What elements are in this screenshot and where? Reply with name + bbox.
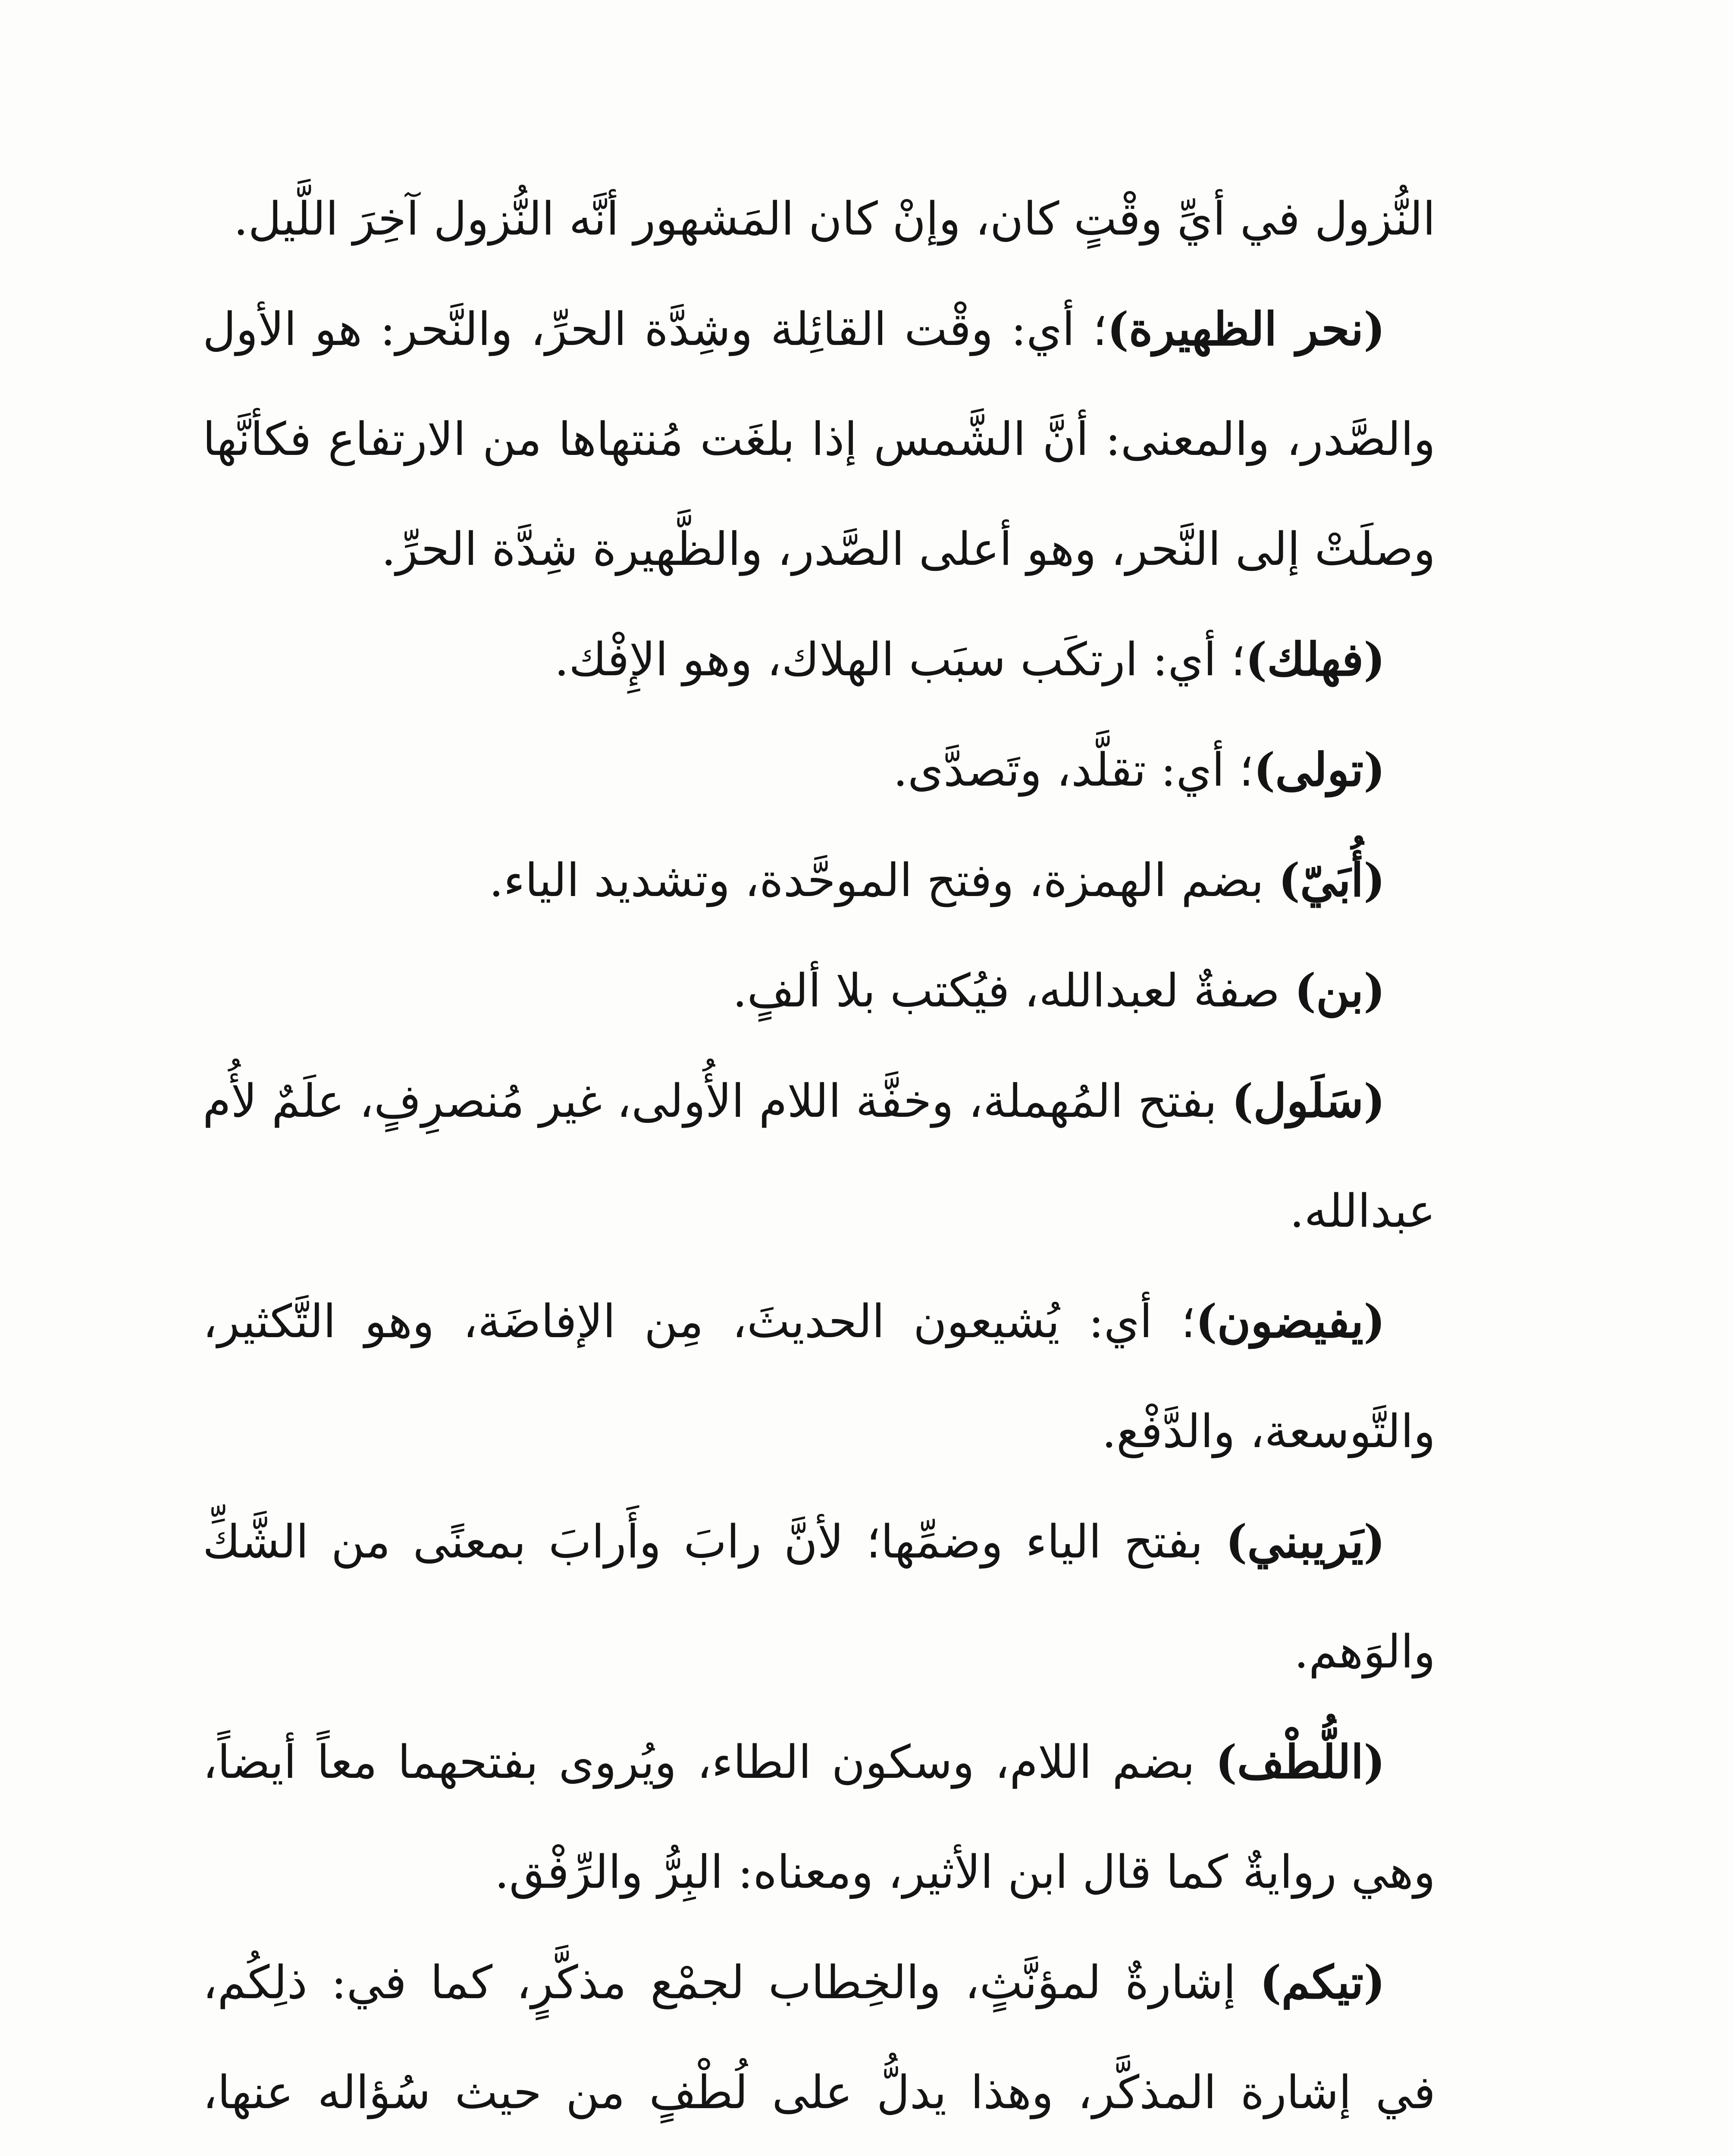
paragraph-body: النُّزول في أيِّ وقْتٍ كان، وإنْ كان المَشهور أنَّه النُّزول آخِرَ اللَّيل. <box>233 192 1435 245</box>
paragraph-salul <box>203 1046 1435 1266</box>
paragraph-body: ؛ أي: ارتكَب سبَب الهلاك، وهو الإِفْك. <box>554 633 1246 686</box>
paragraph-ibn <box>203 935 1435 1046</box>
paragraph-tawalla <box>203 714 1435 825</box>
paragraph-body: إشارةٌ لمؤنَّثٍ، والخِطاب لجمْع مذكَّرٍ، كما في: ذلِكُم، في إشارة المذكَّر، وهذا يدلُّ على لُطْفٍ من حيث سُؤاله عنها، <box>203 1956 1435 2119</box>
paragraph-body: بفتح الياء وضمِّها؛ لأنَّ رابَ وأَرابَ بمعنًى من الشَّكِّ والوَهم. <box>203 1515 1435 1678</box>
paragraph-body: ؛ أي: وقْت القائِلة وشِدَّة الحرِّ، والنَّحر: هو الأول والصَّدر، والمعنى: أنَّ الشَّمس إذا بلغَت مُنتهاها من الارتفاع فكأنَّها وصلَتْ إلى النَّحر، وهو أعلى الصَّدر، والظَّهيرة شِدَّة الحرِّ. <box>203 303 1435 576</box>
paragraph-body: بفتح المُهملة، وخفَّة اللام الأُولى، غير مُنصرِفٍ، علَمٌ لأُم عبدالله. <box>203 1075 1435 1238</box>
glossary-term: (تيكم) <box>1260 1955 1385 2009</box>
paragraph-body: صفةٌ لعبدالله، فيُكتب بلا ألفٍ. <box>732 964 1294 1017</box>
paragraph-body: بضم الهمزة، وفتح الموحَّدة، وتشديد الياء. <box>489 854 1279 907</box>
glossary-term: (سَلَول) <box>1232 1074 1385 1128</box>
paragraph-ubayy <box>203 825 1435 935</box>
paragraph-yufidun <box>203 1266 1435 1486</box>
paragraph-nahr-al-dhahira <box>203 274 1435 604</box>
paragraph-body: ؛ أي: يُشيعون الحديثَ، مِن الإفاضَة، وهو التَّكثير، والتَّوسعة، والدَّفْع. <box>203 1295 1435 1458</box>
glossary-term: (بن) <box>1294 963 1385 1017</box>
paragraph-fahalaka <box>203 604 1435 714</box>
paragraph-body: بضم اللام، وسكون الطاء، ويُروى بفتحهما معاً أيضاً، وهي روايةٌ كما قال ابن الأثير، ومعناه: البِرُّ والرِّفْق. <box>203 1736 1435 1899</box>
glossary-term: (يفيضون) <box>1195 1294 1385 1348</box>
glossary-term: (اللُّطْف) <box>1215 1735 1385 1789</box>
glossary-term: (أُبَيّ) <box>1278 853 1385 907</box>
paragraph-tikum <box>203 1927 1435 2156</box>
paragraph-al-lutf <box>203 1707 1435 1927</box>
glossary-term: (نحر الظهيرة) <box>1107 302 1385 356</box>
glossary-term: (فهلك) <box>1245 632 1385 686</box>
page-body-text <box>203 164 1435 2156</box>
paragraph-body: ؛ أي: تقلَّد، وتَصدَّى. <box>893 743 1254 796</box>
glossary-term: (تولى) <box>1254 743 1385 796</box>
glossary-term: (يَريبني) <box>1225 1514 1385 1568</box>
paragraph-continuation <box>203 164 1435 274</box>
paragraph-yaribuni <box>203 1486 1435 1707</box>
